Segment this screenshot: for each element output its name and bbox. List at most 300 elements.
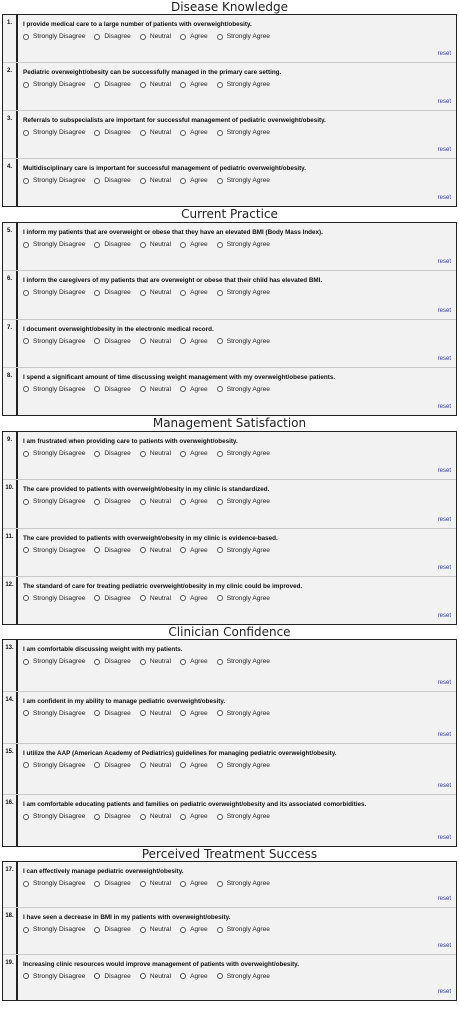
question-number: 2. [3,63,18,110]
question-number: 16. [3,795,18,846]
question-row [3,954,456,1000]
radio-button[interactable] [180,82,186,88]
reset-link[interactable]: reset [437,942,451,949]
option-label: Neutral [149,594,172,602]
likert-option[interactable] [23,880,85,887]
likert-option[interactable] [140,450,171,457]
likert-option[interactable] [23,547,85,554]
option-label: Strongly Disagree [33,709,86,717]
radio-button[interactable] [180,386,186,392]
likert-option[interactable] [217,177,270,184]
radio-button[interactable] [23,386,29,392]
question-number: 12. [3,577,18,624]
option-label: Agree [190,658,208,665]
radio-button[interactable] [94,178,100,184]
radio-button[interactable] [180,814,186,820]
radio-button[interactable] [94,547,100,553]
question-number: 1. [3,15,18,62]
radio-button[interactable] [140,710,146,716]
option-label: Neutral [149,81,172,88]
radio-button[interactable] [180,973,186,979]
question-text: I spend a significant amount of time discussing weight management with my overweight/obese patients. [23,373,336,381]
radio-button[interactable] [217,34,223,40]
likert-option[interactable] [180,386,208,393]
radio-button[interactable] [94,659,100,665]
question-row [3,62,456,110]
radio-button[interactable] [140,595,146,601]
reset-link[interactable]: reset [437,988,451,995]
likert-option[interactable] [23,177,85,184]
likert-option[interactable] [217,289,270,296]
reset-link[interactable]: reset [437,195,451,201]
likert-option[interactable] [180,710,208,717]
radio-button[interactable] [23,814,29,820]
option-label: Agree [190,337,208,345]
likert-option[interactable] [23,973,85,980]
option-label: Neutral [149,385,172,393]
question-text: Referrals to subspecialists are important for successful management of pediatric overweight/obesity. [23,117,326,124]
likert-option[interactable] [140,547,171,554]
likert-option[interactable] [180,177,208,184]
likert-option[interactable] [94,289,130,296]
question-row [3,862,456,907]
reset-link[interactable]: reset [437,679,451,686]
radio-button[interactable] [140,973,146,979]
option-label: Neutral [149,972,172,980]
option-label: Neutral [149,761,172,769]
reset-link[interactable]: reset [437,516,451,523]
radio-button[interactable] [140,82,146,88]
reset-link[interactable]: reset [437,564,451,571]
question-row [3,794,456,846]
radio-button[interactable] [140,762,146,768]
likert-option[interactable] [217,241,270,248]
likert-option[interactable] [217,710,270,717]
likert-options [23,547,450,554]
question-row [3,640,456,691]
option-label: Disagree [104,594,131,602]
likert-option[interactable] [180,129,208,136]
option-label: Strongly Disagree [33,289,86,297]
likert-option[interactable] [140,289,171,296]
likert-option[interactable] [94,658,130,665]
radio-button[interactable] [217,814,223,820]
radio-button[interactable] [94,927,100,933]
likert-option[interactable] [94,450,130,457]
likert-option[interactable] [140,762,171,769]
radio-button[interactable] [217,130,223,136]
question-text: Increasing clinic resources would improve management of patients with overweight/obesity. [23,960,299,968]
likert-option[interactable] [180,81,208,88]
question-row [3,691,456,743]
reset-link[interactable]: reset [437,613,451,619]
question-text: I provide medical care to a large number of patients with overweight/obesity. [23,21,252,28]
likert-option[interactable] [180,33,208,40]
likert-option[interactable] [180,595,208,602]
radio-button[interactable] [140,814,146,820]
option-label: Disagree [104,129,131,136]
question-body [18,955,456,1000]
radio-button[interactable] [94,814,100,820]
question-text: I document overweight/obesity in the electronic medical record. [23,325,214,333]
radio-button[interactable] [23,290,29,296]
radio-button[interactable] [23,927,29,933]
likert-option[interactable] [217,547,270,554]
likert-option[interactable] [180,813,208,820]
likert-option[interactable] [140,386,171,393]
likert-option[interactable] [94,386,130,393]
radio-button[interactable] [180,659,186,665]
question-section [2,639,457,847]
likert-options [23,81,450,88]
likert-option[interactable] [140,81,171,88]
option-label: Strongly Agree [226,880,270,887]
radio-button[interactable] [94,386,100,392]
likert-option[interactable] [23,813,85,820]
radio-button[interactable] [94,595,100,601]
likert-option[interactable] [23,129,85,136]
radio-button[interactable] [23,178,29,184]
radio-button[interactable] [217,710,223,716]
likert-option[interactable] [180,973,208,980]
likert-option[interactable] [180,762,208,769]
likert-option[interactable] [23,33,85,40]
likert-option[interactable] [140,658,171,665]
radio-button[interactable] [180,710,186,716]
section-title: Management Satisfaction [152,416,307,430]
likert-option[interactable] [23,289,85,296]
option-label: Agree [190,177,208,184]
question-row [3,907,456,953]
radio-button[interactable] [217,499,223,505]
radio-button[interactable] [180,178,186,184]
likert-option[interactable] [217,926,270,933]
option-label: Disagree [104,337,131,345]
likert-option[interactable] [180,338,208,345]
question-text: Multidisciplinary care is important for successful management of pediatric overweight/obesity. [23,165,306,172]
radio-button[interactable] [23,595,29,601]
option-label: Strongly Agree [226,658,270,665]
option-label: Strongly Agree [226,546,270,554]
likert-option[interactable] [180,880,208,887]
likert-option[interactable] [140,926,171,933]
reset-link[interactable]: reset [437,404,451,410]
likert-options [23,450,450,457]
likert-option[interactable] [94,595,130,602]
radio-button[interactable] [23,762,29,768]
likert-options [23,813,450,820]
likert-options [23,33,450,40]
option-label: Neutral [149,450,172,457]
radio-button[interactable] [217,927,223,933]
radio-button[interactable] [23,451,29,457]
likert-option[interactable] [180,289,208,296]
radio-button[interactable] [23,242,29,248]
radio-button[interactable] [217,762,223,768]
likert-option[interactable] [140,129,171,136]
likert-option[interactable] [140,177,171,184]
reset-link[interactable]: reset [437,307,451,314]
likert-option[interactable] [140,498,171,505]
likert-option[interactable] [94,129,130,136]
likert-option[interactable] [180,498,208,505]
option-label: Neutral [149,658,172,665]
radio-button[interactable] [23,881,29,887]
radio-button[interactable] [180,547,186,553]
radio-button[interactable] [23,659,29,665]
radio-button[interactable] [217,881,223,887]
option-label: Strongly Disagree [33,498,86,506]
likert-option[interactable] [140,973,171,980]
likert-option[interactable] [94,547,130,554]
likert-option[interactable] [94,498,130,505]
radio-button[interactable] [94,290,100,296]
radio-button[interactable] [217,242,223,248]
radio-button[interactable] [217,659,223,665]
reset-link[interactable]: reset [437,896,451,903]
question-number: 9. [3,432,18,479]
reset-link[interactable]: reset [437,468,451,475]
likert-option[interactable] [23,762,85,769]
radio-button[interactable] [180,881,186,887]
reset-link[interactable]: reset [437,355,451,362]
option-label: Disagree [104,450,131,457]
reset-link[interactable]: reset [437,51,451,57]
likert-option[interactable] [217,658,270,665]
option-label: Strongly Disagree [33,241,86,248]
likert-option[interactable] [94,973,130,980]
radio-button[interactable] [217,451,223,457]
radio-button[interactable] [140,547,146,553]
reset-link[interactable]: reset [437,731,451,738]
radio-button[interactable] [140,34,146,40]
question-number: 13. [3,640,18,691]
likert-option[interactable] [23,338,85,345]
likert-option[interactable] [217,81,270,88]
question-text: The care provided to patients with overweight/obesity in my clinic is evidence-based. [23,534,278,542]
likert-option[interactable] [217,595,270,602]
option-label: Disagree [104,33,131,40]
radio-button[interactable] [180,595,186,601]
likert-option[interactable] [94,241,130,248]
radio-button[interactable] [140,242,146,248]
option-label: Disagree [104,761,131,769]
likert-option[interactable] [23,81,85,88]
option-label: Strongly Agree [226,33,270,40]
radio-button[interactable] [180,927,186,933]
radio-button[interactable] [23,130,29,136]
likert-option[interactable] [94,880,130,887]
question-text: I can effectively manage pediatric overweight/obesity. [23,868,184,875]
reset-link[interactable]: reset [437,147,451,153]
likert-option[interactable] [94,81,130,88]
radio-button[interactable] [94,242,100,248]
option-label: Disagree [104,241,131,248]
radio-button[interactable] [217,290,223,296]
radio-button[interactable] [23,82,29,88]
option-label: Agree [190,289,208,297]
option-label: Agree [190,813,208,821]
likert-option[interactable] [217,973,270,980]
question-row [3,367,456,415]
radio-button[interactable] [94,34,100,40]
radio-button[interactable] [217,386,223,392]
option-label: Agree [190,498,208,506]
radio-button[interactable] [180,338,186,344]
likert-option[interactable] [217,33,270,40]
radio-button[interactable] [140,881,146,887]
question-body [18,15,456,62]
likert-option[interactable] [23,926,85,933]
option-label: Agree [190,709,208,717]
radio-button[interactable] [180,499,186,505]
radio-button[interactable] [180,451,186,457]
likert-option[interactable] [140,241,171,248]
reset-link[interactable]: reset [437,835,451,841]
likert-option[interactable] [180,926,208,933]
radio-button[interactable] [140,386,146,392]
likert-option[interactable] [94,813,130,820]
likert-option[interactable] [217,880,270,887]
likert-options [23,595,450,602]
option-label: Strongly Disagree [33,385,86,393]
radio-button[interactable] [94,130,100,136]
radio-button[interactable] [23,973,29,979]
radio-button[interactable] [217,595,223,601]
likert-option[interactable] [140,813,171,820]
likert-option[interactable] [23,386,85,393]
reset-link[interactable]: reset [437,99,451,105]
likert-option[interactable] [180,241,208,248]
option-label: Agree [190,761,208,769]
likert-options [23,289,450,296]
likert-option[interactable] [180,658,208,665]
likert-option[interactable] [23,595,85,602]
question-body [18,432,456,479]
option-label: Strongly Disagree [33,546,86,554]
option-label: Agree [190,241,208,248]
likert-option[interactable] [140,710,171,717]
likert-option[interactable] [140,595,171,602]
likert-option[interactable] [217,813,270,820]
option-label: Neutral [149,926,172,934]
radio-button[interactable] [94,338,100,344]
radio-button[interactable] [217,178,223,184]
likert-option[interactable] [140,880,171,887]
option-label: Agree [190,972,208,980]
likert-option[interactable] [94,33,130,40]
question-row [3,158,456,206]
question-text: I am comfortable discussing weight with my patients. [23,646,183,653]
radio-button[interactable] [23,34,29,40]
likert-options [23,177,450,184]
radio-button[interactable] [140,130,146,136]
radio-button[interactable] [180,130,186,136]
radio-button[interactable] [180,762,186,768]
section-title: Clinician Confidence [168,625,291,639]
radio-button[interactable] [217,82,223,88]
radio-button[interactable] [180,290,186,296]
likert-options [23,498,450,505]
radio-button[interactable] [94,451,100,457]
likert-option[interactable] [23,658,85,665]
radio-button[interactable] [94,973,100,979]
radio-button[interactable] [94,881,100,887]
likert-option[interactable] [94,710,130,717]
option-label: Disagree [104,385,131,393]
likert-option[interactable] [23,241,85,248]
likert-option[interactable] [94,338,130,345]
option-label: Strongly Agree [226,926,270,934]
likert-option[interactable] [23,710,85,717]
radio-button[interactable] [217,338,223,344]
radio-button[interactable] [140,338,146,344]
likert-option[interactable] [217,498,270,505]
likert-option[interactable] [180,547,208,554]
likert-option[interactable] [94,177,130,184]
likert-option[interactable] [180,450,208,457]
likert-option[interactable] [23,450,85,457]
likert-option[interactable] [140,33,171,40]
radio-button[interactable] [94,710,100,716]
question-row [3,319,456,367]
likert-options [23,241,450,248]
question-row [3,528,456,576]
likert-options [23,710,450,717]
radio-button[interactable] [23,547,29,553]
radio-button[interactable] [180,34,186,40]
reset-link[interactable]: reset [437,259,451,266]
question-row [3,223,456,270]
question-number: 7. [3,320,18,367]
likert-option[interactable] [217,762,270,769]
option-label: Agree [190,450,208,457]
reset-link[interactable]: reset [437,783,451,790]
radio-button[interactable] [23,710,29,716]
radio-button[interactable] [217,547,223,553]
radio-button[interactable] [23,338,29,344]
radio-button[interactable] [140,451,146,457]
likert-option[interactable] [94,762,130,769]
likert-option[interactable] [217,386,270,393]
likert-option[interactable] [217,129,270,136]
option-label: Strongly Agree [226,972,270,980]
radio-button[interactable] [140,178,146,184]
likert-option[interactable] [217,338,270,345]
question-row [3,110,456,158]
radio-button[interactable] [23,499,29,505]
radio-button[interactable] [140,659,146,665]
radio-button[interactable] [140,290,146,296]
question-row [3,743,456,795]
radio-button[interactable] [140,927,146,933]
question-body [18,320,456,367]
radio-button[interactable] [180,242,186,248]
option-label: Neutral [149,337,172,345]
radio-button[interactable] [217,973,223,979]
option-label: Disagree [104,81,131,88]
likert-option[interactable] [140,338,171,345]
radio-button[interactable] [94,499,100,505]
option-label: Strongly Disagree [33,761,86,769]
radio-button[interactable] [94,82,100,88]
radio-button[interactable] [94,762,100,768]
likert-option[interactable] [23,498,85,505]
likert-option[interactable] [94,926,130,933]
likert-option[interactable] [217,450,270,457]
option-label: Strongly Disagree [33,594,86,602]
radio-button[interactable] [140,499,146,505]
